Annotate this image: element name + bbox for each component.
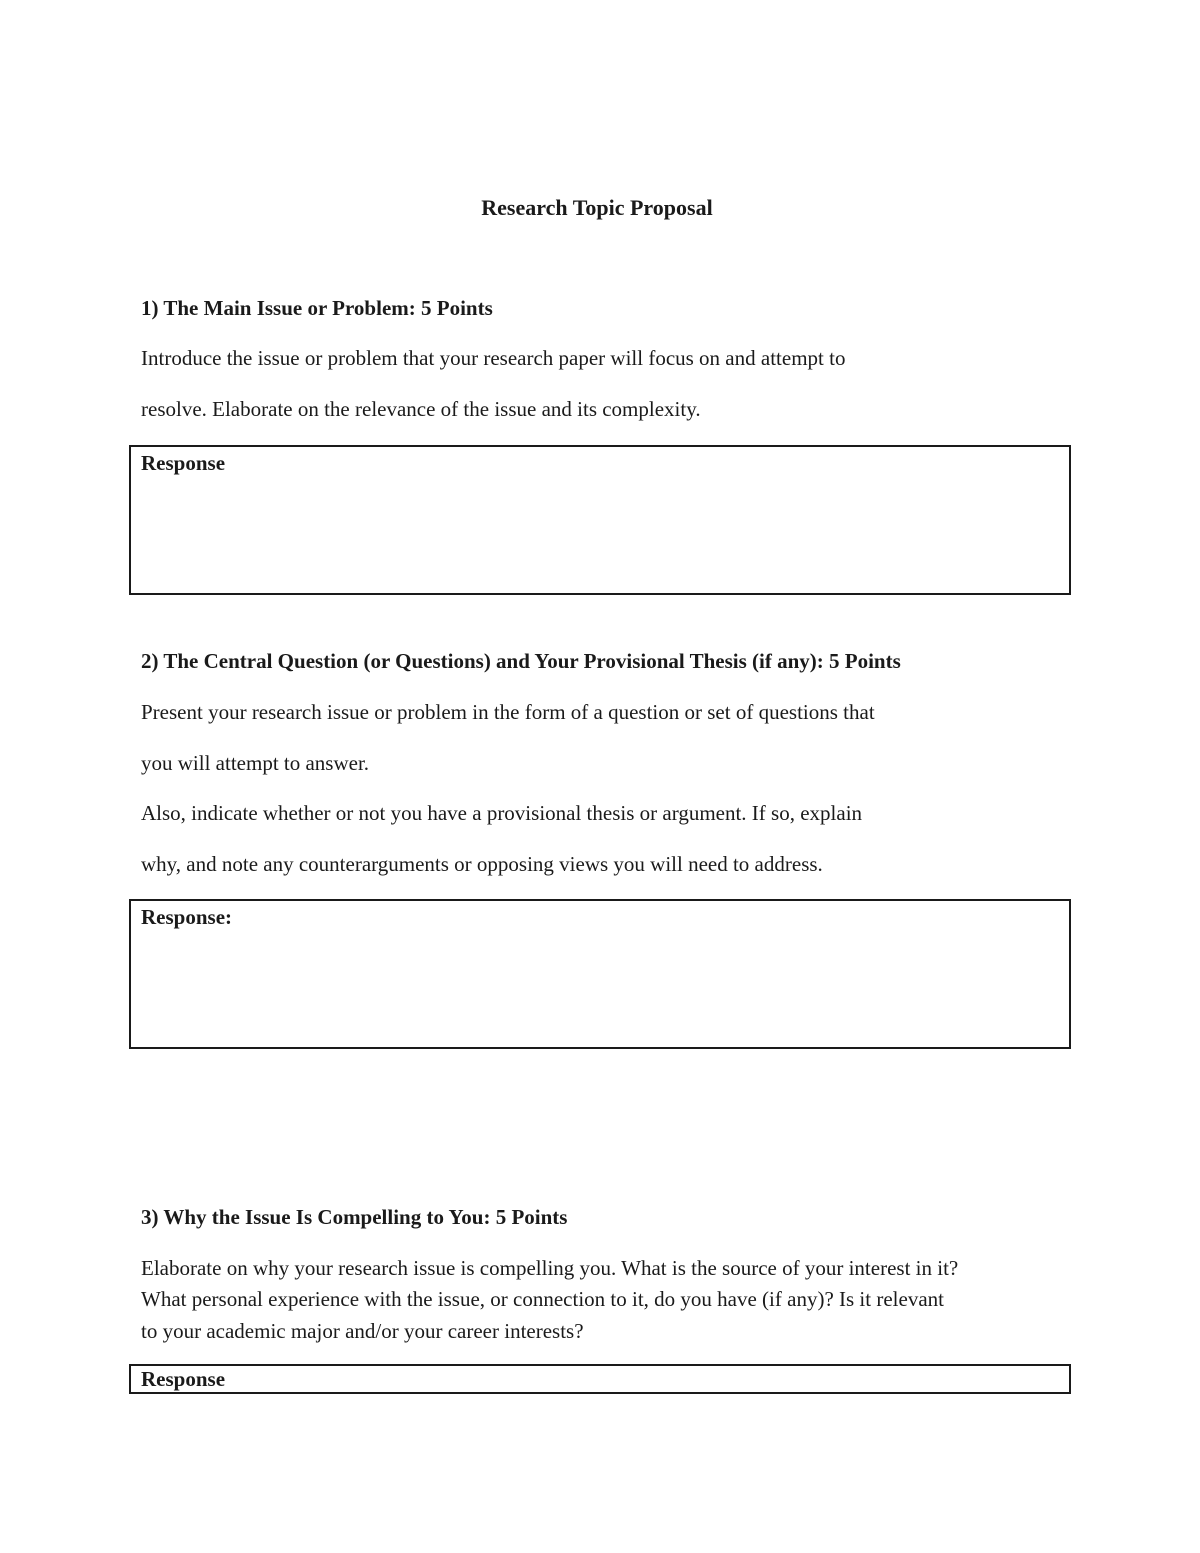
section-3-prompt-line: to your academic major and/or your career interests? xyxy=(141,1319,584,1343)
section-3-prompt-line: Elaborate on why your research issue is compelling you. What is the source of your interest in it? xyxy=(141,1256,959,1280)
section-2-prompt-line: why, and note any counterarguments or opposing views you will need to address. xyxy=(141,852,823,876)
section-2-prompt-line: Also, indicate whether or not you have a provisional thesis or argument. If so, explain xyxy=(141,801,863,825)
section-2-response-box[interactable] xyxy=(129,899,1071,1049)
section-1-prompt-line: resolve. Elaborate on the relevance of the issue and its complexity. xyxy=(141,397,701,421)
response-label: Response xyxy=(141,451,226,475)
section-1-heading: 1) The Main Issue or Problem: 5 Points xyxy=(141,296,493,320)
response-label: Response: xyxy=(141,905,233,929)
response-label: Response xyxy=(141,1367,226,1391)
section-3-heading: 3) Why the Issue Is Compelling to You: 5 Points xyxy=(141,1205,568,1229)
section-1-response-box[interactable] xyxy=(129,445,1071,595)
section-1-prompt-line: Introduce the issue or problem that your research paper will focus on and attempt to xyxy=(141,346,846,370)
section-3-response-box[interactable] xyxy=(129,1364,1071,1394)
document-title: Research Topic Proposal xyxy=(481,195,713,220)
section-2-prompt-line: Present your research issue or problem in the form of a question or set of questions that xyxy=(141,700,875,724)
section-3-prompt-line: What personal experience with the issue, or connection to it, do you have (if any)? Is it relevant xyxy=(141,1287,944,1311)
section-2-heading: 2) The Central Question (or Questions) and Your Provisional Thesis (if any): 5 Points xyxy=(141,649,901,673)
section-2-prompt-line: you will attempt to answer. xyxy=(141,751,370,775)
